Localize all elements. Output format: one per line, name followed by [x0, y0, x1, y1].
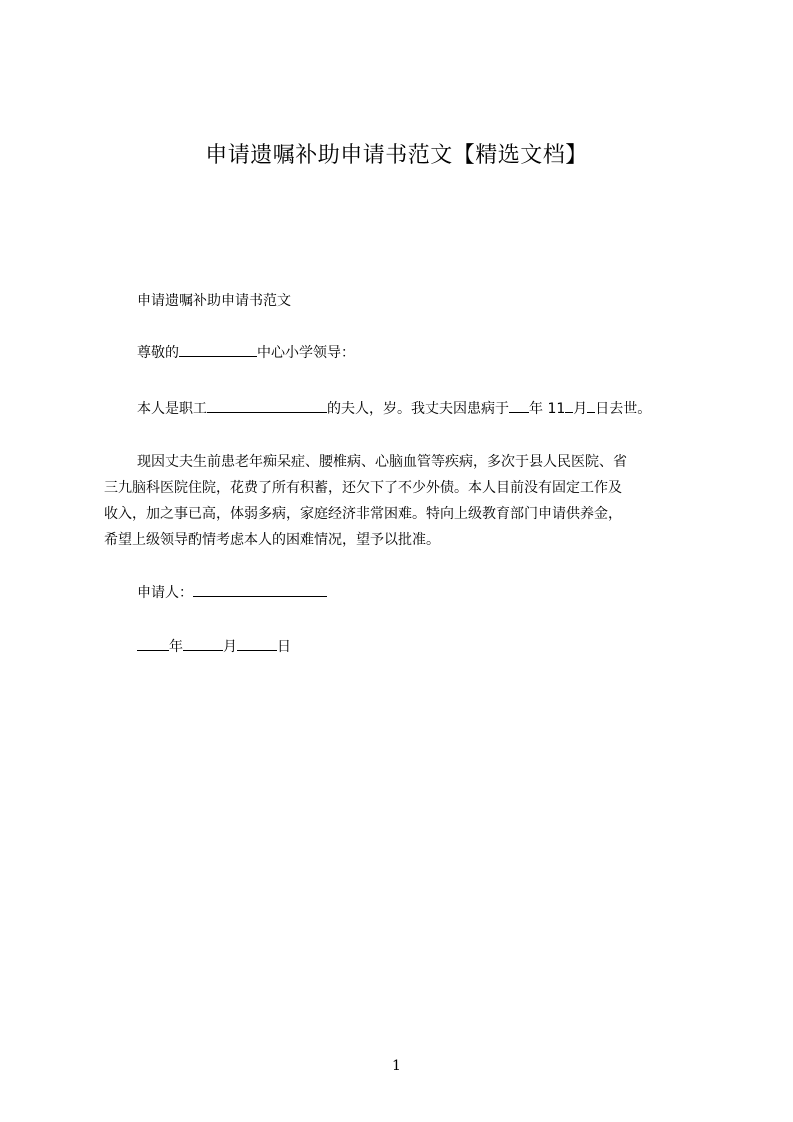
signature-blank — [193, 582, 327, 597]
body-line: 三九脑科医院住院，花费了所有积蓄，还欠下了不少外债。本人目前没有固定工作及 — [104, 480, 622, 496]
body-line: 收入，加之事已高，体弱多病，家庭经济非常困难。特向上级教育部门申请供养金， — [104, 506, 622, 522]
date-year-blank — [137, 636, 169, 651]
year-blank — [509, 398, 529, 413]
intro-part-1: 本人是职工 — [137, 401, 207, 417]
signature-label: 申请人： — [137, 585, 193, 601]
document-title: 申请遗嘱补助申请书范文【精选文档】 — [205, 143, 588, 168]
letter-heading: 申请遗嘱补助申请书范文 — [137, 293, 291, 309]
intro-part-2: 的夫人，岁。我丈夫因患病于 — [327, 401, 509, 417]
date-month-label: 月 — [223, 639, 237, 655]
date-line — [137, 635, 291, 659]
intro-line — [137, 397, 651, 421]
intro-part-4: 月 — [573, 401, 588, 417]
date-day-blank — [237, 636, 277, 651]
salutation-prefix: 尊敬的 — [137, 345, 179, 361]
intro-part-5: 日去世。 — [595, 401, 652, 417]
date-month-blank — [183, 636, 223, 651]
intro-part-3: 年 11 — [529, 401, 566, 417]
salutation-line — [137, 341, 355, 365]
date-year-label: 年 — [169, 639, 183, 655]
school-name-blank — [179, 342, 257, 357]
date-day-label: 日 — [277, 639, 291, 655]
signature-line — [137, 581, 327, 605]
body-paragraph — [104, 449, 704, 553]
employee-name-blank — [207, 398, 327, 413]
salutation-suffix: 中心小学领导： — [257, 345, 355, 361]
body-line: 现因丈夫生前患老年痴呆症、腰椎病、心脑血管等疾病，多次于县人民医院、省 — [137, 454, 627, 470]
page-number: 1 — [392, 1058, 401, 1074]
body-line: 希望上级领导酌情考虑本人的困难情况，望予以批准。 — [104, 532, 440, 548]
